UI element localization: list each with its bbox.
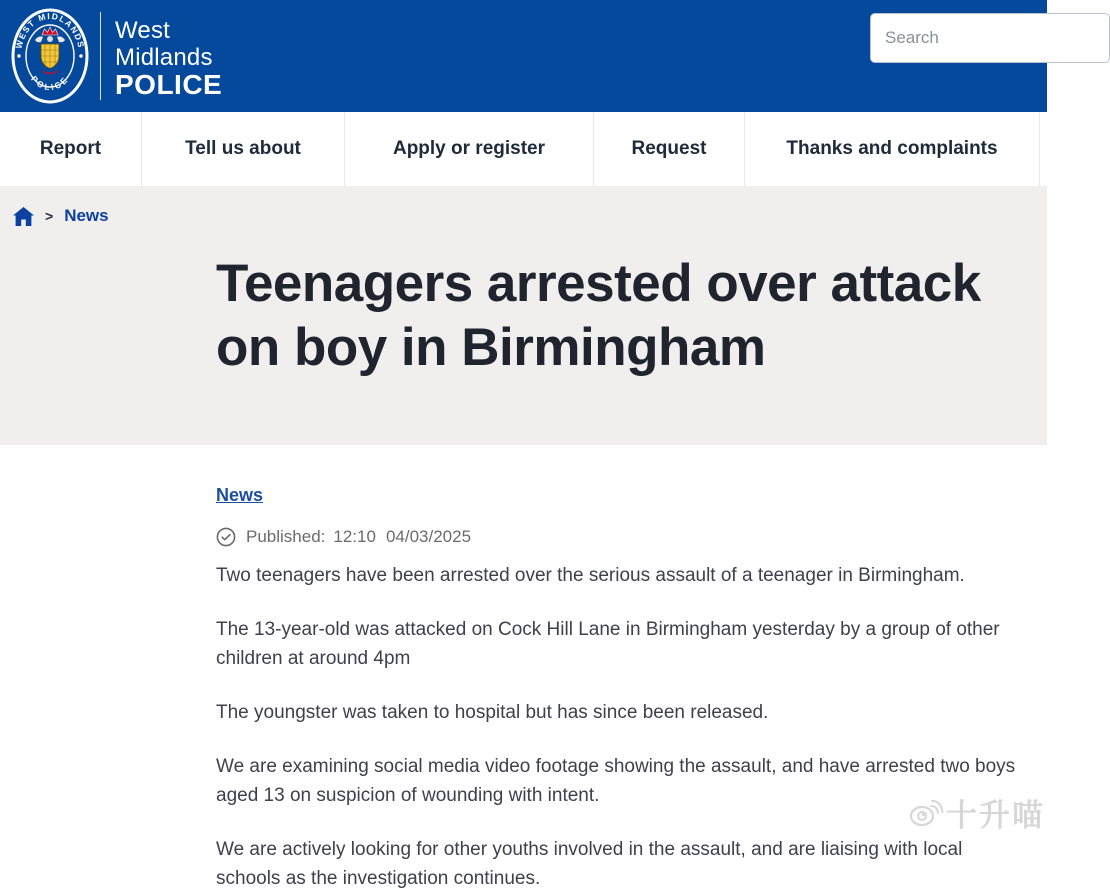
title-band (0, 186, 1047, 445)
crest-art (35, 27, 65, 74)
page-title: Teenagers arrested over attack on boy in Birmingham (216, 254, 981, 377)
nav-label: Report (39, 138, 102, 159)
article-paragraph: Two teenagers have been arrested over the serious assault of a teenager in Birmingham. (216, 565, 965, 586)
west-midlands-police-logo[interactable] (10, 7, 222, 105)
nav-item-tell-us-about[interactable] (142, 112, 345, 186)
breadcrumb-news-link[interactable]: News (64, 206, 109, 225)
article-paragraph: We are examining social media video footage showing the assault, and have arrested two boys aged 13 on suspicion of wounding with intent. (216, 756, 1016, 806)
check-circle-icon (216, 527, 236, 547)
nav-label: Apply or register (392, 138, 546, 159)
watermark-text: 十升喵 (946, 798, 1045, 833)
badge-top-text: WEST MIDLANDS (13, 10, 87, 50)
article-paragraph: The 13-year-old was attacked on Cock Hill Lane in Birmingham yesterday by a group of other children at around 4pm (216, 619, 1000, 669)
brand-wordmark (115, 15, 222, 98)
brand-line-west: West (115, 16, 171, 44)
nav-label: Tell us about (185, 138, 301, 159)
nav-item-thanks-and-complaints[interactable] (745, 112, 1040, 186)
search-input[interactable] (870, 13, 1110, 63)
article-paragraph: We are actively looking for other youths involved in the assault, and are liaising with local schools as the investigation continues. (216, 839, 963, 889)
nav-label: Request (631, 138, 707, 159)
published-date: 04/03/2025 (385, 527, 472, 546)
nav-item-apply-or-register[interactable] (345, 112, 594, 186)
published-label: Published: (246, 527, 326, 546)
article-body (0, 445, 1047, 893)
nav-item-request[interactable] (594, 112, 745, 186)
published-time: 12:10 (333, 527, 376, 546)
police-crest-icon (10, 7, 90, 105)
home-icon[interactable] (13, 207, 34, 226)
published-row (216, 527, 1007, 547)
article-paragraph: The youngster was taken to hospital but has since been released. (216, 702, 769, 723)
svg-text:POLICE (29, 74, 71, 93)
category-news-link[interactable]: News (216, 485, 264, 505)
nav-label: Thanks and complaints (786, 138, 998, 159)
badge-bottom-text: POLICE (29, 73, 71, 93)
nav-item-report[interactable] (0, 112, 142, 186)
breadcrumb (0, 186, 1047, 226)
brand-line-midlands: Midlands (115, 43, 213, 71)
nav-filler (1040, 112, 1047, 186)
breadcrumb-separator: > (45, 208, 54, 224)
site-header (0, 0, 1047, 112)
brand-divider (100, 12, 101, 100)
main-nav (0, 112, 1047, 186)
brand-line-police: POLICE (115, 68, 223, 100)
